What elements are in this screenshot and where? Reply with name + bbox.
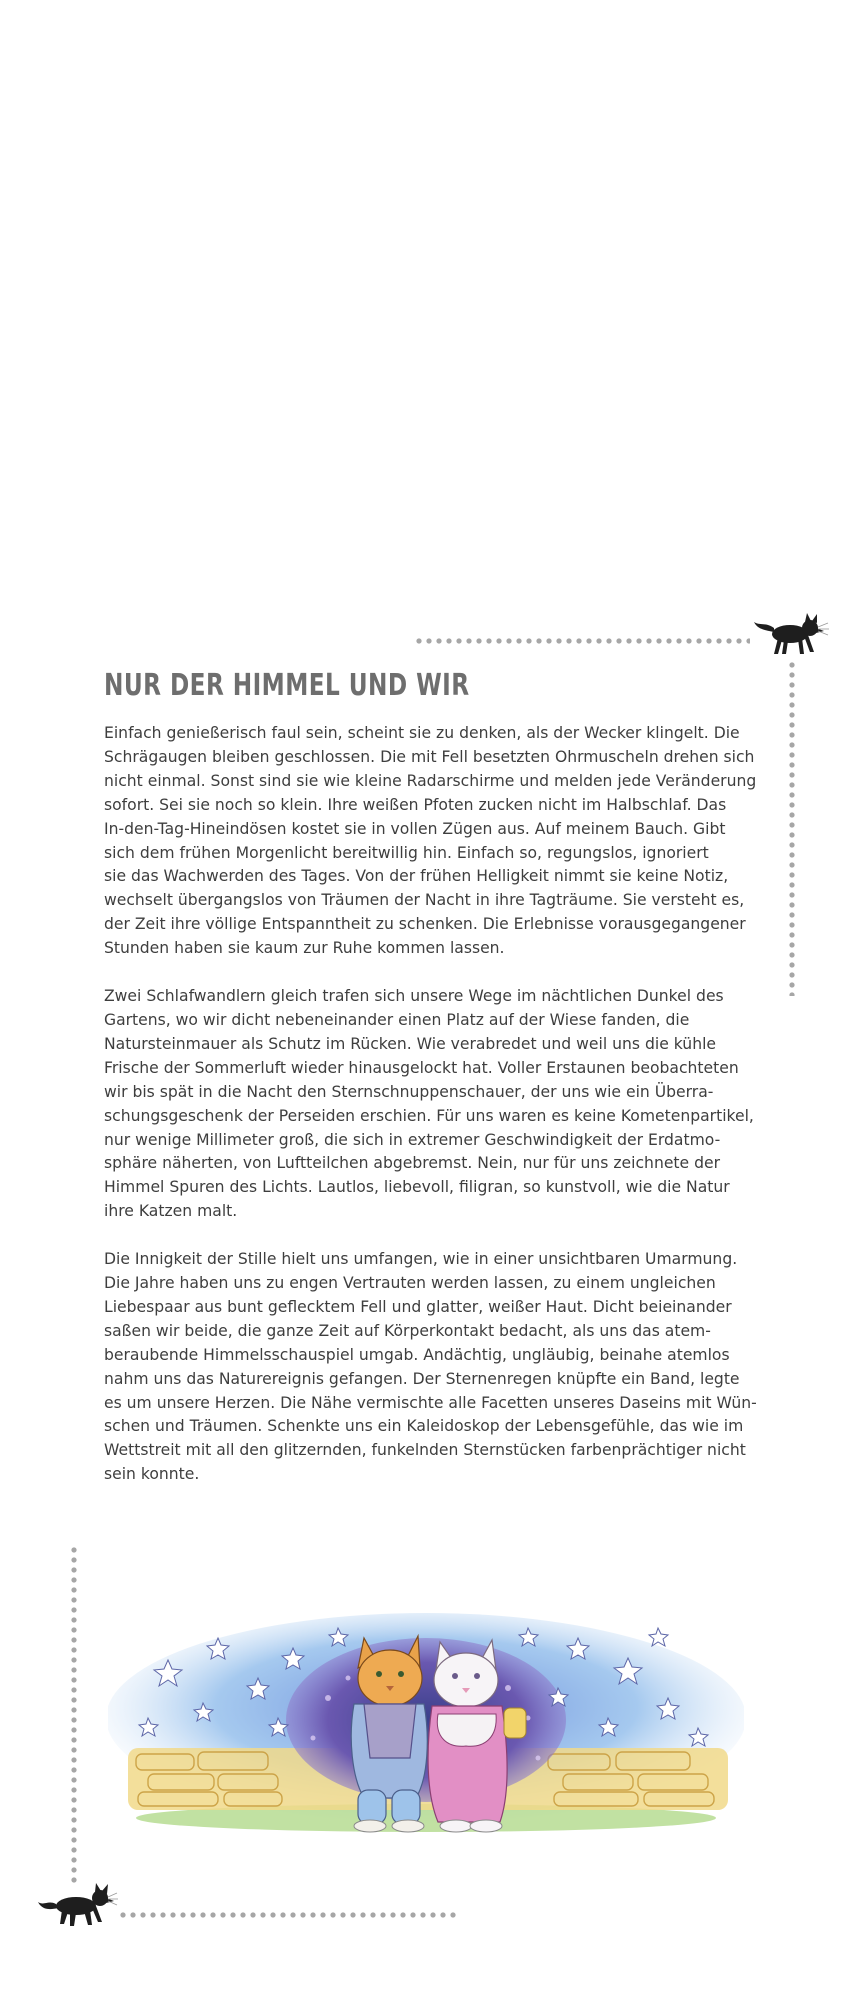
text-line: schungsgeschenk der Perseiden erschien. Für uns waren es keine Kometenpartikel, — [104, 1106, 754, 1125]
text-line: Zwei Schlafwandlern gleich trafen sich unsere Wege im nächtlichen Dunkel des — [104, 987, 724, 1006]
text-line: schen und Träumen. Schenkte uns ein Kaleidoskop der Lebensgefühle, das wie im — [104, 1417, 744, 1436]
paragraph-3 — [104, 1248, 757, 1487]
text-line: Natursteinmauer als Schutz im Rücken. Wie verabredet und weil uns die kühle — [104, 1034, 717, 1053]
text-line: Frische der Sommerluft wieder hinausgelockt hat. Voller Erstaunen beobachteten — [104, 1058, 739, 1077]
text-line: nur wenige Millimeter groß, die sich in extremer Geschwindigkeit der Erdatmo- — [104, 1130, 721, 1149]
text-line: wechselt übergangslos von Träumen der Nacht in ihre Tagträume. Sie versteht es, — [104, 891, 745, 910]
text-line: sein konnte. — [104, 1465, 200, 1484]
text-line: Einfach genießerisch faul sein, scheint sie zu denken, als der Wecker klingelt. Die — [104, 724, 740, 742]
text-line: es um unsere Herzen. Die Nähe vermischte alle Facetten unseres Daseins mit Wün- — [104, 1393, 757, 1412]
text-line: Wettstreit mit all den glitzernden, funkelnden Sternstücken farbenprächtiger nicht — [104, 1441, 746, 1460]
text-line: sphäre näherten, von Luftteilchen abgebremst. Nein, nur für uns zeichnete der — [104, 1154, 720, 1173]
text-line: der Zeit ihre völlige Entspanntheit zu schenken. Die Erlebnisse vorausgegangener — [104, 915, 746, 934]
text-line: ihre Katzen malt. — [104, 1202, 238, 1221]
paragraph-1 — [104, 722, 757, 961]
text-line: Liebespaar aus bunt geflecktem Fell und glatter, weißer Haut. Dicht beieinander — [104, 1297, 732, 1316]
black-cat-icon — [38, 1880, 118, 1930]
cats-under-stars-illustration — [108, 1608, 744, 1840]
dotted-divider-left — [71, 1545, 77, 1885]
dotted-divider-bottom — [118, 1912, 458, 1918]
black-cat-icon — [752, 608, 832, 658]
text-line: sich dem frühen Morgenlicht bereitwillig hin. Einfach so, regungslos, ignoriert — [104, 843, 709, 862]
paragraph-2 — [104, 985, 754, 1224]
text-line: Die Jahre haben uns zu engen Vertrauten werden lassen, zu einem ungleichen — [104, 1274, 716, 1293]
text-line: saßen wir beide, die ganze Zeit auf Körperkontakt bedacht, als uns das atem- — [104, 1321, 711, 1340]
text-line: nahm uns das Naturereignis gefangen. Der Sternenregen knüpfte ein Band, legte — [104, 1369, 740, 1388]
text-line: Gartens, wo wir dicht nebeneinander einen Platz auf der Wiese fanden, die — [104, 1010, 690, 1029]
text-line: sofort. Sei sie noch so klein. Ihre weißen Pfoten zucken nicht im Halbschlaf. Das — [104, 795, 727, 814]
dotted-divider-top — [414, 638, 750, 644]
text-line: Stunden haben sie kaum zur Ruhe kommen lassen. — [104, 939, 505, 958]
text-line: nicht einmal. Sonst sind sie wie kleine Radarschirme und melden jede Veränderung — [104, 771, 757, 790]
text-line: Schrägaugen bleiben geschlossen. Die mit Fell besetzten Ohrmuscheln drehen sich — [104, 747, 755, 766]
text-line: beraubende Himmelsschauspiel umgab. Andächtig, ungläubig, beinahe atemlos — [104, 1345, 730, 1364]
dotted-divider-right — [789, 660, 795, 996]
text-line: sie das Wachwerden des Tages. Von der frühen Helligkeit nimmt sie keine Notiz, — [104, 867, 729, 886]
text-line: Die Innigkeit der Stille hielt uns umfangen, wie in einer unsichtbaren Umarmung. — [104, 1250, 738, 1269]
text-line: Himmel Spuren des Lichts. Lautlos, liebevoll, filigran, so kunstvoll, wie die Natur — [104, 1178, 730, 1197]
story-text — [104, 722, 757, 1511]
page-title: NUR DER HIMMEL UND WIR — [104, 668, 470, 703]
text-line: In-den-Tag-Hineindösen kostet sie in vollen Zügen aus. Auf meinem Bauch. Gibt — [104, 819, 726, 838]
text-line: wir bis spät in die Nacht den Sternschnuppenschauer, der uns wie ein Überra- — [104, 1082, 714, 1101]
